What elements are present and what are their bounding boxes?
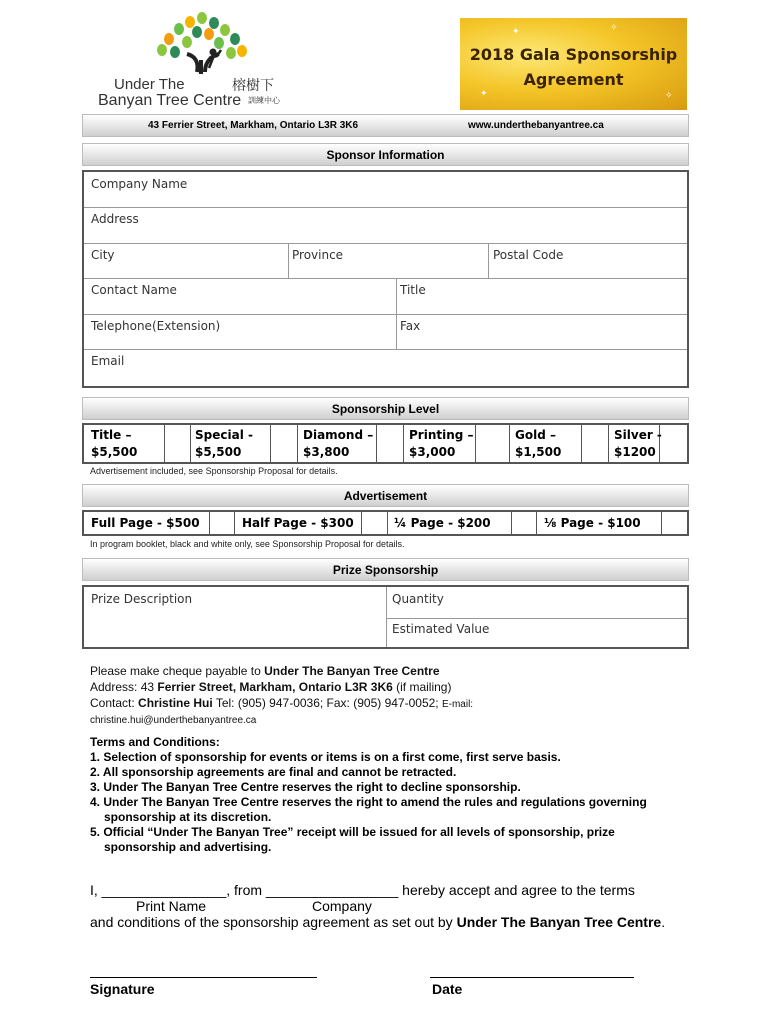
logo-chinese-sub: 訓練中心	[248, 96, 280, 105]
company-name-field[interactable]: Company Name	[91, 177, 188, 191]
contact-name-field[interactable]: Contact Name	[91, 283, 177, 297]
gala-banner	[460, 18, 687, 110]
email-field[interactable]: Email	[91, 354, 125, 368]
prize-quantity-field[interactable]: Quantity	[392, 592, 444, 606]
level-gold-option[interactable]: Gold – $1,500	[515, 428, 562, 459]
fax-field[interactable]: Fax	[400, 319, 421, 333]
cheque-line: Please make cheque payable to Under The Banyan Tree Centre	[90, 664, 440, 678]
print-name-caption: Print Name	[136, 898, 207, 914]
province-field[interactable]: Province	[292, 248, 344, 262]
prize-description-field[interactable]: Prize Description	[91, 592, 193, 606]
prize-sponsorship-heading: Prize Sponsorship	[82, 558, 689, 581]
telephone-field[interactable]: Telephone(Extension)	[91, 319, 221, 333]
terms-item: 2. All sponsorship agreements are final and cannot be retracted.	[90, 765, 457, 779]
terms-heading: Terms and Conditions:	[90, 735, 220, 749]
advertisement-options	[82, 510, 689, 536]
org-address: 43 Ferrier Street, Markham, Ontario L3R 3K6	[148, 120, 359, 131]
contact-email[interactable]: christine.hui@underthebanyantree.ca	[90, 715, 257, 726]
terms-item: 5. Official “Under The Banyan Tree” receipt will be issued for all levels of sponsorship, prize sponsorship and advertising.	[90, 825, 615, 854]
sponsor-info-heading: Sponsor Information	[82, 143, 689, 166]
payment-instructions	[90, 663, 473, 729]
company-caption: Company	[312, 898, 372, 914]
address-field[interactable]: Address	[91, 212, 139, 226]
org-website[interactable]: www.underthebanyantree.ca	[468, 120, 604, 131]
terms-item: 4. Under The Banyan Tree Centre reserves the right to amend the rules and regulations governing sponsorship at its discretion.	[90, 795, 647, 824]
address-bar	[82, 114, 689, 137]
mailing-address-line: Address: 43 Ferrier Street, Markham, Ontario L3R 3K6 (if mailing)	[90, 680, 452, 694]
sparkle-icon: ✦	[480, 88, 488, 98]
date-line[interactable]	[430, 977, 634, 978]
advertisement-heading: Advertisement	[82, 484, 689, 507]
sponsorship-level-heading: Sponsorship Level	[82, 397, 689, 420]
logo-chinese-name: 榕樹下	[232, 78, 274, 94]
sponsor-info-form	[82, 170, 689, 388]
signature-label: Signature	[90, 981, 155, 997]
city-field[interactable]: City	[91, 248, 115, 262]
sparkle-icon: ✧	[610, 22, 618, 32]
ad-half-page-option[interactable]: Half Page - $300	[242, 516, 354, 530]
contact-line: Contact: Christine Hui Tel: (905) 947-0036; Fax: (905) 947-0052; E-mail:	[90, 696, 474, 710]
level-silver-option[interactable]: Silver - $1200	[614, 428, 662, 459]
terms-item: 3. Under The Banyan Tree Centre reserves the right to decline sponsorship.	[90, 780, 521, 794]
prize-estimated-value-field[interactable]: Estimated Value	[392, 622, 490, 636]
title-field[interactable]: Title	[400, 283, 426, 297]
sponsorship-level-options	[82, 423, 689, 464]
level-diamond-option[interactable]: Diamond – $3,800	[303, 428, 374, 459]
prize-sponsorship-form	[82, 585, 689, 649]
level-title-option[interactable]: Title – $5,500	[91, 428, 138, 459]
signature-line[interactable]	[90, 977, 317, 978]
terms-item: 1. Selection of sponsorship for events or items is on a first come, first serve basis.	[90, 750, 561, 764]
declaration-line3: and conditions of the sponsorship agreement as set out by Under The Banyan Tree Centre.	[90, 914, 666, 930]
postal-code-field[interactable]: Postal Code	[493, 248, 564, 262]
terms-and-conditions	[90, 735, 660, 855]
date-label: Date	[432, 981, 463, 997]
banner-title-line1: 2018 Gala Sponsorship	[469, 45, 678, 64]
sponsorship-level-note: Advertisement included, see Sponsorship Proposal for details.	[90, 466, 338, 476]
organization-logo	[92, 12, 322, 110]
logo-name-line1: Under The	[114, 76, 185, 93]
banner-title-line2: Agreement	[523, 70, 624, 89]
sparkle-icon: ✦	[512, 26, 520, 36]
declaration-line1[interactable]: I, ________________, from _________________ hereby accept and agree to the terms	[90, 882, 635, 898]
ad-eighth-page-option[interactable]: ⅛ Page - $100	[544, 516, 641, 530]
level-special-option[interactable]: Special - $5,500	[195, 428, 253, 459]
sparkle-icon: ✧	[665, 90, 673, 100]
ad-quarter-page-option[interactable]: ¼ Page - $200	[394, 516, 491, 530]
level-printing-option[interactable]: Printing – $3,000	[409, 428, 474, 459]
logo-name-line2: Banyan Tree Centre	[98, 92, 242, 109]
advertisement-note: In program booklet, black and white only, see Sponsorship Proposal for details.	[90, 539, 405, 549]
ad-full-page-option[interactable]: Full Page - $500	[91, 516, 200, 530]
